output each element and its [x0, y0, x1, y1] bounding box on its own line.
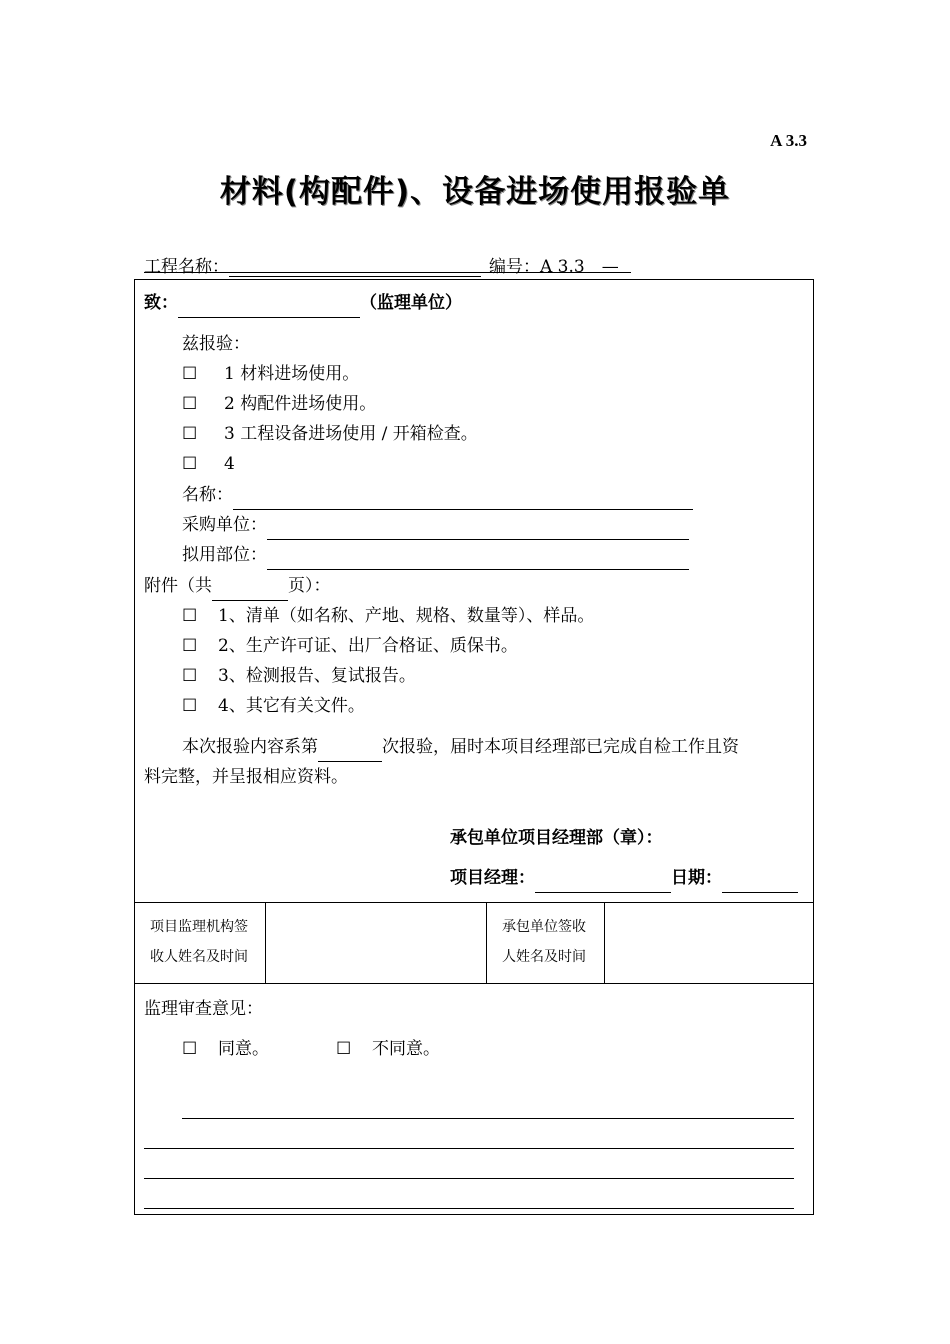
item-row-4 [182, 449, 235, 479]
contractor-dept-label: 承包单位项目经理部（章）： [450, 828, 663, 848]
addressee-row [144, 288, 462, 318]
name-field[interactable] [233, 487, 693, 510]
opinion-line[interactable] [144, 1178, 794, 1179]
item-label: 4 [224, 454, 235, 474]
attachment-label: 4、其它有关文件。 [218, 696, 365, 716]
item-label: 1 材料进场使用。 [224, 364, 360, 384]
location-row [182, 540, 689, 570]
checkbox-icon[interactable]: ☐ [336, 1039, 352, 1059]
attachments-row [144, 571, 331, 601]
item-label: 2 构配件进场使用。 [224, 394, 377, 414]
supervisor-unit-field[interactable] [178, 297, 360, 318]
header-underline [144, 272, 631, 273]
contractor-sign-label [502, 912, 586, 972]
item-label: 3 工程设备进场使用 / 开箱检查。 [224, 424, 478, 444]
statement-line-2: 料完整，并呈报相应资料。 [144, 767, 348, 787]
opinion-line[interactable] [182, 1118, 794, 1119]
supervisor-sign-line-2: 收人姓名及时间 [150, 949, 248, 965]
form-number-label: 编号：A 3.3 — [489, 257, 619, 277]
supervisor-sign-field[interactable] [266, 903, 485, 982]
purchase-unit-label: 采购单位： [182, 515, 267, 535]
attachment-row-2 [182, 631, 518, 661]
opinion-line[interactable] [144, 1208, 794, 1209]
contractor-sign-line-1: 承包单位签收 [502, 919, 586, 935]
checkbox-icon[interactable]: ☐ [182, 606, 198, 626]
to-suffix: （监理单位） [360, 293, 462, 313]
intro-text: 兹报验： [182, 334, 250, 354]
opinion-line[interactable] [144, 1148, 794, 1149]
statement-prefix: 本次报验内容系第 [182, 737, 318, 757]
review-label: 监理审查意见： [144, 999, 263, 1019]
attachment-label: 3、检测报告、复试报告。 [218, 666, 416, 686]
agree-option[interactable] [182, 1034, 269, 1064]
checkbox-icon[interactable]: ☐ [182, 696, 198, 716]
form-code: A 3.3 [770, 131, 807, 150]
attachments-suffix: 页）： [288, 576, 331, 596]
supervisor-sign-label [150, 912, 248, 972]
location-field[interactable] [267, 547, 689, 570]
to-label: 致： [144, 293, 178, 313]
item-row-3 [182, 419, 478, 449]
purchase-unit-row [182, 510, 689, 540]
checkbox-icon[interactable]: ☐ [182, 666, 198, 686]
name-row [182, 480, 693, 510]
attachment-pages-field[interactable] [212, 580, 288, 601]
checkbox-icon[interactable]: ☐ [182, 1039, 198, 1059]
manager-field[interactable] [535, 872, 671, 893]
inspection-count-field[interactable] [318, 741, 382, 762]
date-label: 日期： [671, 868, 722, 888]
page-title: 材料(构配件)、设备进场使用报验单 [219, 174, 731, 210]
disagree-label: 不同意。 [372, 1039, 440, 1059]
checkbox-icon[interactable]: ☐ [182, 364, 198, 384]
name-label: 名称： [182, 485, 233, 505]
manager-label: 项目经理： [450, 868, 535, 888]
attachment-row-4 [182, 691, 365, 721]
supervisor-sign-line-1: 项目监理机构签 [150, 919, 248, 935]
attachment-row-1 [182, 601, 594, 631]
manager-row [450, 863, 798, 893]
item-row-2 [182, 389, 376, 419]
project-name-field[interactable] [229, 258, 481, 277]
project-name-label: 工程名称： [144, 257, 229, 277]
checkbox-icon[interactable]: ☐ [182, 424, 198, 444]
attachment-label: 1、清单（如名称、产地、规格、数量等）、样品。 [218, 606, 595, 626]
attachments-label: 附件（共 [144, 576, 212, 596]
checkbox-icon[interactable]: ☐ [182, 454, 198, 474]
attachment-row-3 [182, 661, 416, 691]
attachment-label: 2、生产许可证、出厂合格证、质保书。 [218, 636, 518, 656]
statement-line-1 [182, 732, 739, 762]
form-number-row [489, 252, 619, 277]
row-divider [134, 983, 814, 984]
col-divider [486, 902, 487, 983]
agree-label: 同意。 [218, 1039, 269, 1059]
purchase-unit-field[interactable] [267, 517, 689, 540]
contractor-sign-line-2: 人姓名及时间 [502, 949, 586, 965]
contractor-sign-field[interactable] [605, 903, 813, 982]
date-field[interactable] [722, 872, 798, 893]
project-name-row [144, 252, 481, 277]
item-row-1 [182, 359, 359, 389]
location-label: 拟用部位： [182, 545, 267, 565]
checkbox-icon[interactable]: ☐ [182, 636, 198, 656]
checkbox-icon[interactable]: ☐ [182, 394, 198, 414]
statement-suffix: 次报验，届时本项目经理部已完成自检工作且资 [382, 737, 739, 757]
disagree-option[interactable] [336, 1034, 440, 1064]
